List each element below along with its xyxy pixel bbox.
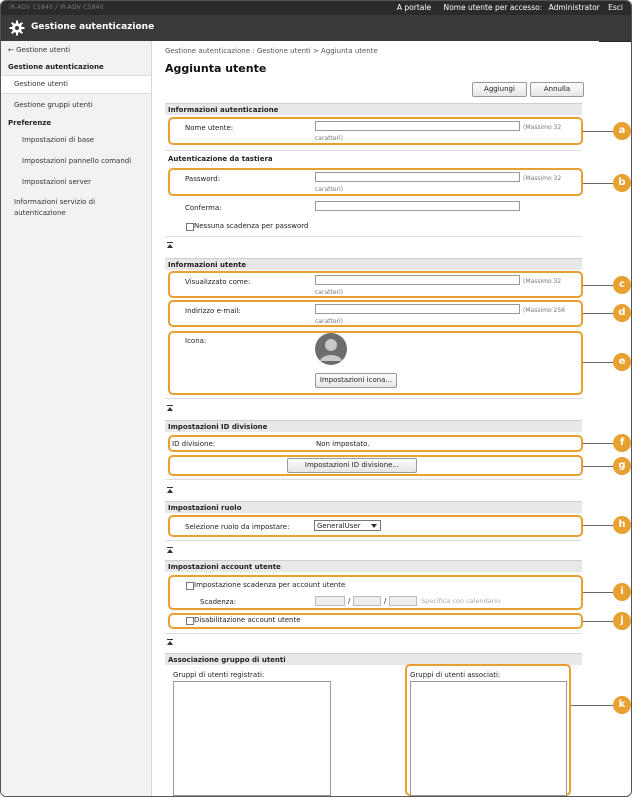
login-user-name: Administrator bbox=[548, 3, 600, 12]
sidebar-item-auth-service-info[interactable]: Informazioni servizio di autenticazione bbox=[14, 198, 96, 217]
expiry-month-input[interactable] bbox=[353, 596, 381, 606]
sidebar bbox=[1, 41, 152, 796]
user-info-section-header: Informazioni utente bbox=[165, 258, 582, 270]
callout-badge-k: k bbox=[613, 696, 631, 714]
sidebar-item-panel-settings[interactable]: Impostazioni pannello comandi bbox=[22, 157, 132, 165]
expiry-day-input[interactable] bbox=[389, 596, 417, 606]
username-hint: (Massimo 32 bbox=[523, 124, 562, 131]
callout-badge-e: e bbox=[613, 353, 631, 371]
device-name: iR-ADV C5840 / iR-ADV C5840 bbox=[9, 4, 104, 11]
callout-line bbox=[583, 183, 613, 184]
user-avatar-icon bbox=[315, 333, 347, 365]
callout-badge-j: j bbox=[613, 612, 631, 630]
callout-badge-f: f bbox=[613, 434, 631, 452]
division-id-value: Non impostato. bbox=[316, 440, 370, 448]
callout-line bbox=[583, 131, 613, 132]
no-expiry-checkbox[interactable] bbox=[186, 223, 194, 231]
add-button[interactable]: Aggiungi bbox=[472, 82, 527, 97]
callout-badge-h: h bbox=[613, 516, 631, 534]
role-label: Selezione ruolo da impostare: bbox=[185, 523, 290, 531]
callout-line bbox=[583, 466, 613, 467]
groups-section-header: Associazione gruppo di utenti bbox=[165, 653, 582, 665]
page-title: Aggiunta utente bbox=[165, 62, 267, 75]
username-label: Nome utente: bbox=[185, 124, 234, 132]
callout-line bbox=[583, 592, 613, 593]
sidebar-item-user-groups[interactable]: Gestione gruppi utenti bbox=[14, 101, 93, 109]
registered-groups-label: Gruppi di utenti registrati: bbox=[173, 671, 265, 679]
sidebar-item-basic-settings[interactable]: Impostazioni di base bbox=[22, 136, 95, 144]
back-to-top-icon[interactable] bbox=[167, 639, 173, 645]
email-hint-cont: caratteri) bbox=[315, 318, 343, 325]
callout-badge-i: i bbox=[613, 583, 631, 601]
gear-icon bbox=[9, 20, 25, 36]
expiry-year-input[interactable] bbox=[315, 596, 345, 606]
confirm-password-input[interactable] bbox=[315, 201, 520, 211]
username-input[interactable] bbox=[315, 121, 520, 131]
logout-link[interactable]: Esci bbox=[608, 3, 623, 12]
divider bbox=[165, 540, 582, 541]
callout-badge-c: c bbox=[613, 276, 631, 294]
sidebar-item-server-settings[interactable]: Impostazioni server bbox=[22, 178, 91, 186]
divider bbox=[165, 633, 582, 634]
password-label: Password: bbox=[185, 175, 221, 183]
callout-line bbox=[583, 621, 613, 622]
division-id-highlight bbox=[168, 435, 583, 452]
division-id-label: ID divisione: bbox=[172, 440, 216, 448]
icon-label: Icona: bbox=[185, 337, 207, 345]
callout-line bbox=[571, 705, 613, 706]
password-input[interactable] bbox=[315, 172, 520, 182]
callout-line bbox=[583, 313, 613, 314]
password-hint-cont: caratteri) bbox=[315, 186, 343, 193]
cancel-button[interactable]: Annulla bbox=[530, 82, 584, 97]
role-section-header: Impostazioni ruolo bbox=[165, 501, 582, 513]
display-name-hint-cont: caratteri) bbox=[315, 289, 343, 296]
calendar-link[interactable]: Specifica con calendario bbox=[421, 597, 501, 605]
callout-badge-d: d bbox=[613, 304, 631, 322]
callout-line bbox=[583, 285, 613, 286]
date-separator: / bbox=[348, 597, 351, 605]
back-link[interactable]: ← Gestione utenti bbox=[8, 46, 71, 54]
disable-account-checkbox[interactable] bbox=[186, 617, 194, 625]
divider bbox=[165, 398, 582, 399]
callout-line bbox=[583, 362, 613, 363]
display-name-label: Visualizzato come: bbox=[185, 278, 251, 286]
associated-groups-list[interactable] bbox=[410, 681, 567, 796]
disable-account-label: Disabilitazione account utente bbox=[194, 616, 301, 624]
account-expiry-label: Impostazione scadenza per account utente bbox=[194, 581, 346, 589]
username-hint-cont: caratteri) bbox=[315, 135, 343, 142]
password-hint: (Massimo 32 bbox=[523, 175, 562, 182]
account-section-header: Impostazioni account utente bbox=[165, 560, 582, 572]
chevron-down-icon bbox=[371, 524, 377, 528]
back-to-top-icon[interactable] bbox=[167, 242, 173, 248]
email-input[interactable] bbox=[315, 304, 520, 314]
division-section-header: Impostazioni ID divisione bbox=[165, 420, 582, 432]
division-settings-button[interactable]: Impostazioni ID divisione... bbox=[287, 458, 417, 473]
callout-line bbox=[583, 443, 613, 444]
callout-line bbox=[583, 525, 613, 526]
divider bbox=[165, 150, 582, 151]
back-to-top-icon[interactable] bbox=[167, 547, 173, 553]
auth-section-header: Informazioni autenticazione bbox=[165, 103, 582, 115]
display-name-hint: (Massimo 32 bbox=[523, 278, 562, 285]
app-title-bar bbox=[1, 15, 631, 42]
expiry-date-label: Scadenza: bbox=[200, 598, 237, 606]
sidebar-preferences-title: Preferenze bbox=[8, 119, 52, 127]
callout-badge-a: a bbox=[613, 122, 631, 140]
divider bbox=[165, 236, 582, 237]
portal-link[interactable]: A portale bbox=[396, 3, 432, 12]
registered-groups-list[interactable] bbox=[173, 681, 331, 796]
no-expiry-label: Nessuna scadenza per password bbox=[194, 222, 309, 230]
email-hint: (Massimo 256 bbox=[523, 307, 565, 314]
top-bar bbox=[1, 1, 631, 15]
back-to-top-icon[interactable] bbox=[167, 487, 173, 493]
callout-badge-g: g bbox=[613, 457, 631, 475]
back-to-top-icon[interactable] bbox=[167, 405, 173, 411]
date-separator: / bbox=[384, 597, 387, 605]
callout-badge-b: b bbox=[613, 174, 631, 192]
divider bbox=[165, 479, 582, 480]
keyboard-auth-header: Autenticazione da tastiera bbox=[168, 155, 273, 163]
sidebar-item-users[interactable]: Gestione utenti bbox=[1, 75, 151, 94]
main-content bbox=[152, 41, 599, 796]
email-label: Indirizzo e-mail: bbox=[185, 307, 241, 315]
breadcrumb: Gestione autenticazione : Gestione utenti > Aggiunta utente bbox=[165, 47, 378, 55]
role-select[interactable]: GeneralUser bbox=[314, 520, 381, 531]
icon-settings-button[interactable]: Impostazioni icona... bbox=[315, 373, 397, 388]
account-expiry-checkbox[interactable] bbox=[186, 582, 194, 590]
app-title: Gestione autenticazione bbox=[31, 22, 155, 32]
confirm-label: Conferma: bbox=[185, 204, 222, 212]
display-name-input[interactable] bbox=[315, 275, 520, 285]
login-user-label: Nome utente per accesso: bbox=[443, 3, 543, 12]
associated-groups-label: Gruppi di utenti associati: bbox=[410, 671, 501, 679]
sidebar-section-title: Gestione autenticazione bbox=[8, 63, 104, 71]
